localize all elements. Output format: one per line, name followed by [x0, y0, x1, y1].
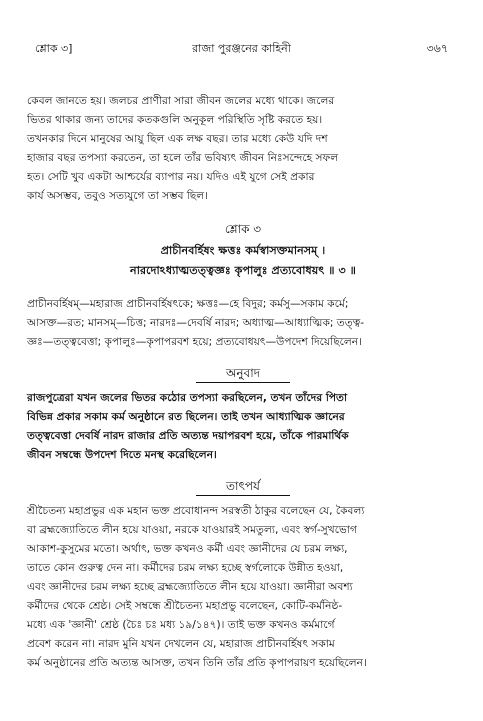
purport-line: প্রবেশ করেন না। নারদ মুনি যখন দেখলেন যে, মহারাজ প্রাচীনবর্হিষৎ সকাম [27, 638, 335, 650]
header-page-number: ৩৬৭ [426, 42, 448, 55]
intro-paragraph [27, 92, 459, 206]
translation-paragraph [27, 389, 459, 465]
header-chapter-title: রাজা পুরঞ্জনের কাহিনী [192, 42, 291, 55]
translation-line: তত্ত্ববেত্তা দেবর্ষি নারদ রাজার প্রতি অত্যন্ত দয়াপরবশ হয়ে, তাঁকে পারমার্থিক [27, 430, 349, 442]
shloka-title: শ্লোক ৩ [224, 222, 262, 236]
verse [27, 241, 459, 281]
purport-line: তাতে কোন গুরুত্ব দেন না। কর্মীদের চরম লক্ষ্য হচ্ছে স্বর্গলোকে উন্নীত হওয়া, [27, 562, 344, 574]
purport-line: কর্মীদের থেকে শ্রেষ্ঠ। সেই সম্বন্ধে শ্রীচৈতন্য মহাপ্রভু বলেছেন, কোটি-কর্মনিষ্ঠ- [27, 600, 343, 612]
purport-heading-text: তাৎপর্য [196, 479, 290, 496]
verse-line: প্রাচীনবর্হিষং ক্ষত্তঃ কর্মস্বাসক্তমানসম্ । [160, 244, 326, 257]
synonyms-line: আসক্ত—রত; মানসম্—চিত্ত; নারদঃ—দেবর্ষি নারদ; অধ্যাত্ম—আধ্যাত্মিক; তত্ত্ব- [27, 317, 365, 329]
page-body [27, 92, 459, 673]
translation-heading-text: অনুবাদ [196, 366, 290, 383]
intro-line: তখনকার দিনে মানুষের আয়ু ছিল এক লক্ষ বছর। তার মধ্যে কেউ যদি দশ [27, 133, 328, 145]
purport-line: শ্রীচৈতন্য মহাপ্রভুর এক মহান ভক্ত প্রবোধানন্দ সরস্বতী ঠাকুর বলেছেন যে, কৈবল্য [27, 505, 365, 517]
purport-paragraph [27, 502, 459, 673]
verse-line: নারদোঽধ্যাত্মতত্ত্বজ্ঞঃ কৃপালুঃ প্রত্যবোধয়ৎ ॥ ৩ ॥ [130, 264, 356, 277]
intro-line: হাজার বছর তপস্যা করতেন, তা হলে তাঁর ভবিষ্যৎ জীবন নিঃসন্দেহে সফল [27, 152, 339, 164]
page-header [27, 40, 456, 58]
header-verse-ref: শ্লোক ৩] [35, 42, 73, 55]
intro-line: কার্য অসম্ভব, তবুও সত্যযুগে তা সম্ভব ছিল। [27, 190, 208, 202]
purport-line: এবং জ্ঞানীদের চরম লক্ষ্য হচ্ছে ব্রহ্মজ্যোতিতে লীন হয়ে যাওয়া। জ্ঞানীরা অবশ্য [27, 581, 353, 593]
synonyms-paragraph [27, 295, 459, 352]
intro-line: ভিতর থাকার জন্য তাদের কতকগুলি অনুকূল পরিস্থিতি সৃষ্টি করতে হয়। [27, 114, 323, 126]
purport-line: বা ব্রহ্মজ্যোতিতে লীন হয়ে যাওয়া, নরকে যাওয়ারই সমতুল্য, এবং স্বর্গ-সুখভোগ [27, 524, 357, 536]
purport-line: আকাশ-কুসুমের মতো। অর্থাৎ, ভক্ত কখনও কর্মী এবং জ্ঞানীদের যে চরম লক্ষ্য, [27, 543, 348, 555]
purport-line: কর্ম অনুষ্ঠানের প্রতি অত্যন্ত আসক্ত, তখন তিনি তাঁর প্রতি কৃপাপরায়ণ হয়েছিলেন। [27, 657, 367, 669]
translation-line: রাজপুত্রেরা যখন জলের ভিতর কঠোর তপস্যা করছিলেন, তখন তাঁদের পিতা [27, 392, 348, 404]
intro-line: কেবল জানতে হয়। জলচর প্রাণীরা সারা জীবন জলের মধ্যে থাকে। জলের [27, 95, 335, 107]
intro-line: হত। সেটি খুব একটা আশ্চর্যের ব্যাপার নয়। যদিও এই যুগে সেই প্রকার [27, 171, 315, 183]
synonyms-line: জ্ঞঃ—তত্ত্ববেত্তা; কৃপালুঃ—কৃপাপরবশ হয়ে; প্রত্যবোধয়ৎ—উপদেশ দিয়েছিলেন। [27, 336, 362, 348]
purport-heading [27, 477, 459, 496]
purport-line: মধ্যে এক 'জ্ঞানী' শ্রেষ্ঠ (চৈঃ চঃ মধ্য ১৯/১৪৭)। তাই ভক্ত কখনও কর্মমার্গে [27, 619, 335, 631]
translation-line: বিভিন্ন প্রকার সকাম কর্ম অনুষ্ঠানে রত ছিলেন। তাই তখন আধ্যাত্মিক জ্ঞানের [27, 411, 345, 423]
translation-heading [27, 364, 459, 383]
translation-line: জীবন সম্বন্ধে উপদেশ দিতে মনস্থ করেছিলেন। [27, 449, 217, 461]
synonyms-line: প্রাচীনবর্হিষম্—মহারাজ প্রাচীনবর্হিষৎকে; ক্ষত্তঃ—হে বিদুর; কর্মসু—সকাম কর্মে; [27, 298, 349, 310]
